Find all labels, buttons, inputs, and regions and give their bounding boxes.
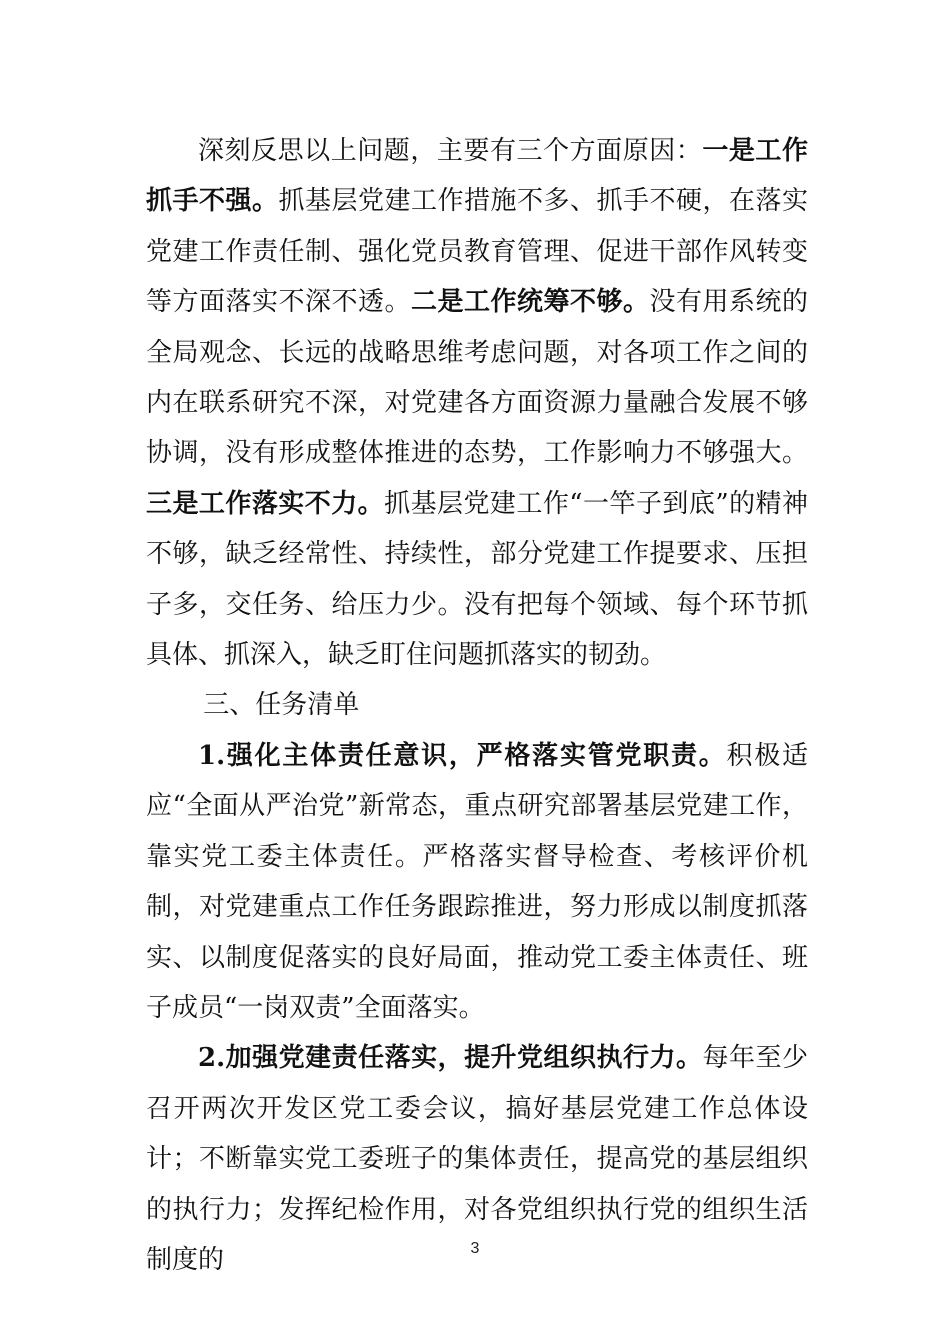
task-item-1-title: 1.强化主体责任意识，严格落实管党职责。 <box>198 740 727 771</box>
section-heading: 三、任务清单 <box>203 690 360 721</box>
paragraph-text: 深刻反思以上问题，主要有三个方面原因： <box>198 136 703 166</box>
task-item-1 <box>146 731 808 1033</box>
task-item-2-text: 每年至少召开两次开发区党工委会议，搞好基层党建工作总体设计；不断靠实党工委班子的集体责任，提高党的基层组织的执行力；发挥纪检作用，对各党组织执行党的组织生活制度的 <box>146 1043 808 1275</box>
task-item-1-text: 积极适应“全面从严治党”新常态，重点研究部署基层党建工作，靠实党工委主体责任。严格落实督导检查、考核评价机制，对党建重点工作任务跟踪推进，努力形成以制度抓落实、以制度促落实的良好局面，推动党工委主体责任、班子成员“一岗双责”全面落实。 <box>146 740 808 1023</box>
paragraph-text: 没有用系统的全局观念、长远的战略思维考虑问题，对各项工作之间的内在联系研究不深，对党建各方面资源力量融合发展不够协调，没有形成整体推进的态势，工作影响力不够强大。 <box>146 287 808 469</box>
paragraph-root-causes <box>146 126 808 680</box>
bold-cause-2: 二是工作统筹不够。 <box>410 287 650 318</box>
bold-cause-3: 三是工作落实不力。 <box>146 488 385 519</box>
task-item-2-title: 2.加强党建责任落实，提升党组织执行力。 <box>198 1043 703 1074</box>
paragraph-text: 抓基层党建工作措施不多、抓手不硬，在落实党建工作责任制、强化党员教育管理、促进干部作风转变等方面落实不深不透。 <box>146 186 808 318</box>
paragraph-text: 抓基层党建工作“一竿子到底”的精神不够，缺乏经常性、持续性，部分党建工作提要求、压担子多，交任务、给压力少。没有把每个领域、每个环节抓具体、抓深入，缺乏盯住问题抓落实的韧劲。 <box>146 488 808 671</box>
page-number: 3 <box>470 1240 480 1257</box>
document-body <box>146 126 808 1285</box>
bold-cause-1: 一是工作抓手不强。 <box>146 136 808 217</box>
